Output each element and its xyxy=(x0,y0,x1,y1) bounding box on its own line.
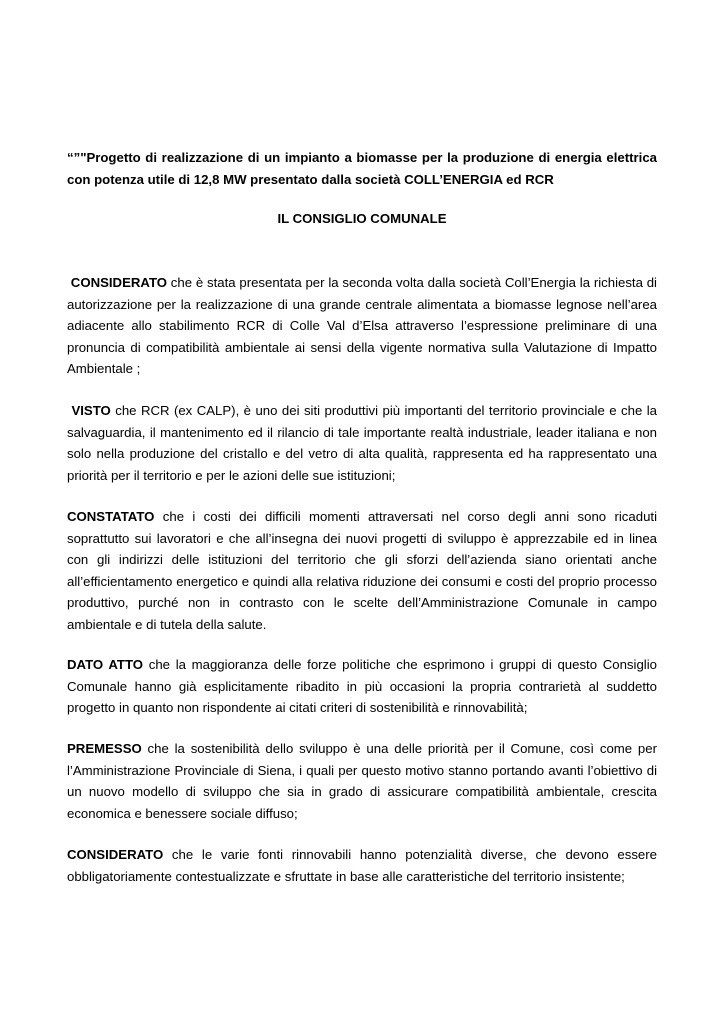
paragraph-lead: CONSTATATO xyxy=(67,509,155,524)
paragraph-lead: DATO ATTO xyxy=(67,657,144,672)
document-page xyxy=(67,147,657,884)
document-title: “”"Progetto di realizzazione di un impianto a biomasse per la produzione di energia elettrica con potenza utile di 12,8 MW presentato dalla società COLL’ENERGIA ed RCR xyxy=(67,150,657,187)
paragraph-premesso xyxy=(67,738,657,824)
paragraph-lead: CONSIDERATO xyxy=(67,847,164,862)
paragraph-visto xyxy=(67,400,657,486)
section-heading: IL CONSIGLIO COMUNALE xyxy=(277,211,447,226)
paragraph-considerato-1 xyxy=(67,272,657,380)
paragraph-text: che la sostenibilità dello sviluppo è una delle priorità per il Comune, così come per l’Amministrazione Provinciale di Siena, i quali per questo motivo stanno portando avanti l’obiettivo di un nuovo modello di sviluppo che sia in grado di assicurare compatibilità ambientale, crescita economica e benessere sociale diffuso; xyxy=(67,741,657,821)
paragraph-text: che le varie fonti rinnovabili hanno potenzialità diverse, che devono essere obbligatoriamente contestualizzate e sfruttate in base alle caratteristiche del territorio insistente; xyxy=(67,847,657,884)
paragraph-dato-atto xyxy=(67,654,657,719)
paragraph-lead: VISTO xyxy=(67,403,111,418)
paragraph-lead: CONSIDERATO xyxy=(67,275,168,290)
paragraph-considerato-2 xyxy=(67,844,657,887)
paragraph-text: che i costi dei difficili momenti attraversati nel corso degli anni sono ricaduti soprattutto sui lavoratori e che all’insegna dei nuovi progetti di sviluppo è apprezzabile ed in linea con gli indirizzi delle istituzioni del territorio che gli sforzi dell’azienda siano orientati anche all’efficientamento energetico e quindi alla relativa riduzione dei consumi e costi del proprio processo produttivo, purché non in contrasto con le scelte dell’Amministrazione Comunale in campo ambientale e di tutela della salute. xyxy=(67,509,657,632)
paragraph-constatato xyxy=(67,506,657,635)
paragraph-text: che la maggioranza delle forze politiche che esprimono i gruppi di questo Consiglio Comunale hanno già esplicitamente ribadito in più occasioni la propria contrarietà al suddetto progetto in quanto non rispondente ai citati criteri di sostenibilità e rinnovabilità; xyxy=(67,657,657,715)
paragraph-text: che RCR (ex CALP), è uno dei siti produttivi più importanti del territorio provinciale e che la salvaguardia, il mantenimento ed il rilancio di tale importante realtà industriale, leader italiana e non solo nella produzione del cristallo e del vetro di alta qualità, rappresenta ed ha rappresentato una priorità per il territorio e per le azioni delle sue istituzioni; xyxy=(67,403,657,483)
paragraph-text: che è stata presentata per la seconda volta dalla società Coll’Energia la richiesta di autorizzazione per la realizzazione di una grande centrale alimentata a biomasse legnose nell’area adiacente allo stabilimento RCR di Colle Val d’Elsa attraverso l’espressione preliminare di una pronuncia di compatibilità ambientale ai sensi della vigente normativa sulla Valutazione di Impatto Ambientale ; xyxy=(67,275,657,376)
paragraph-lead: PREMESSO xyxy=(67,741,142,756)
